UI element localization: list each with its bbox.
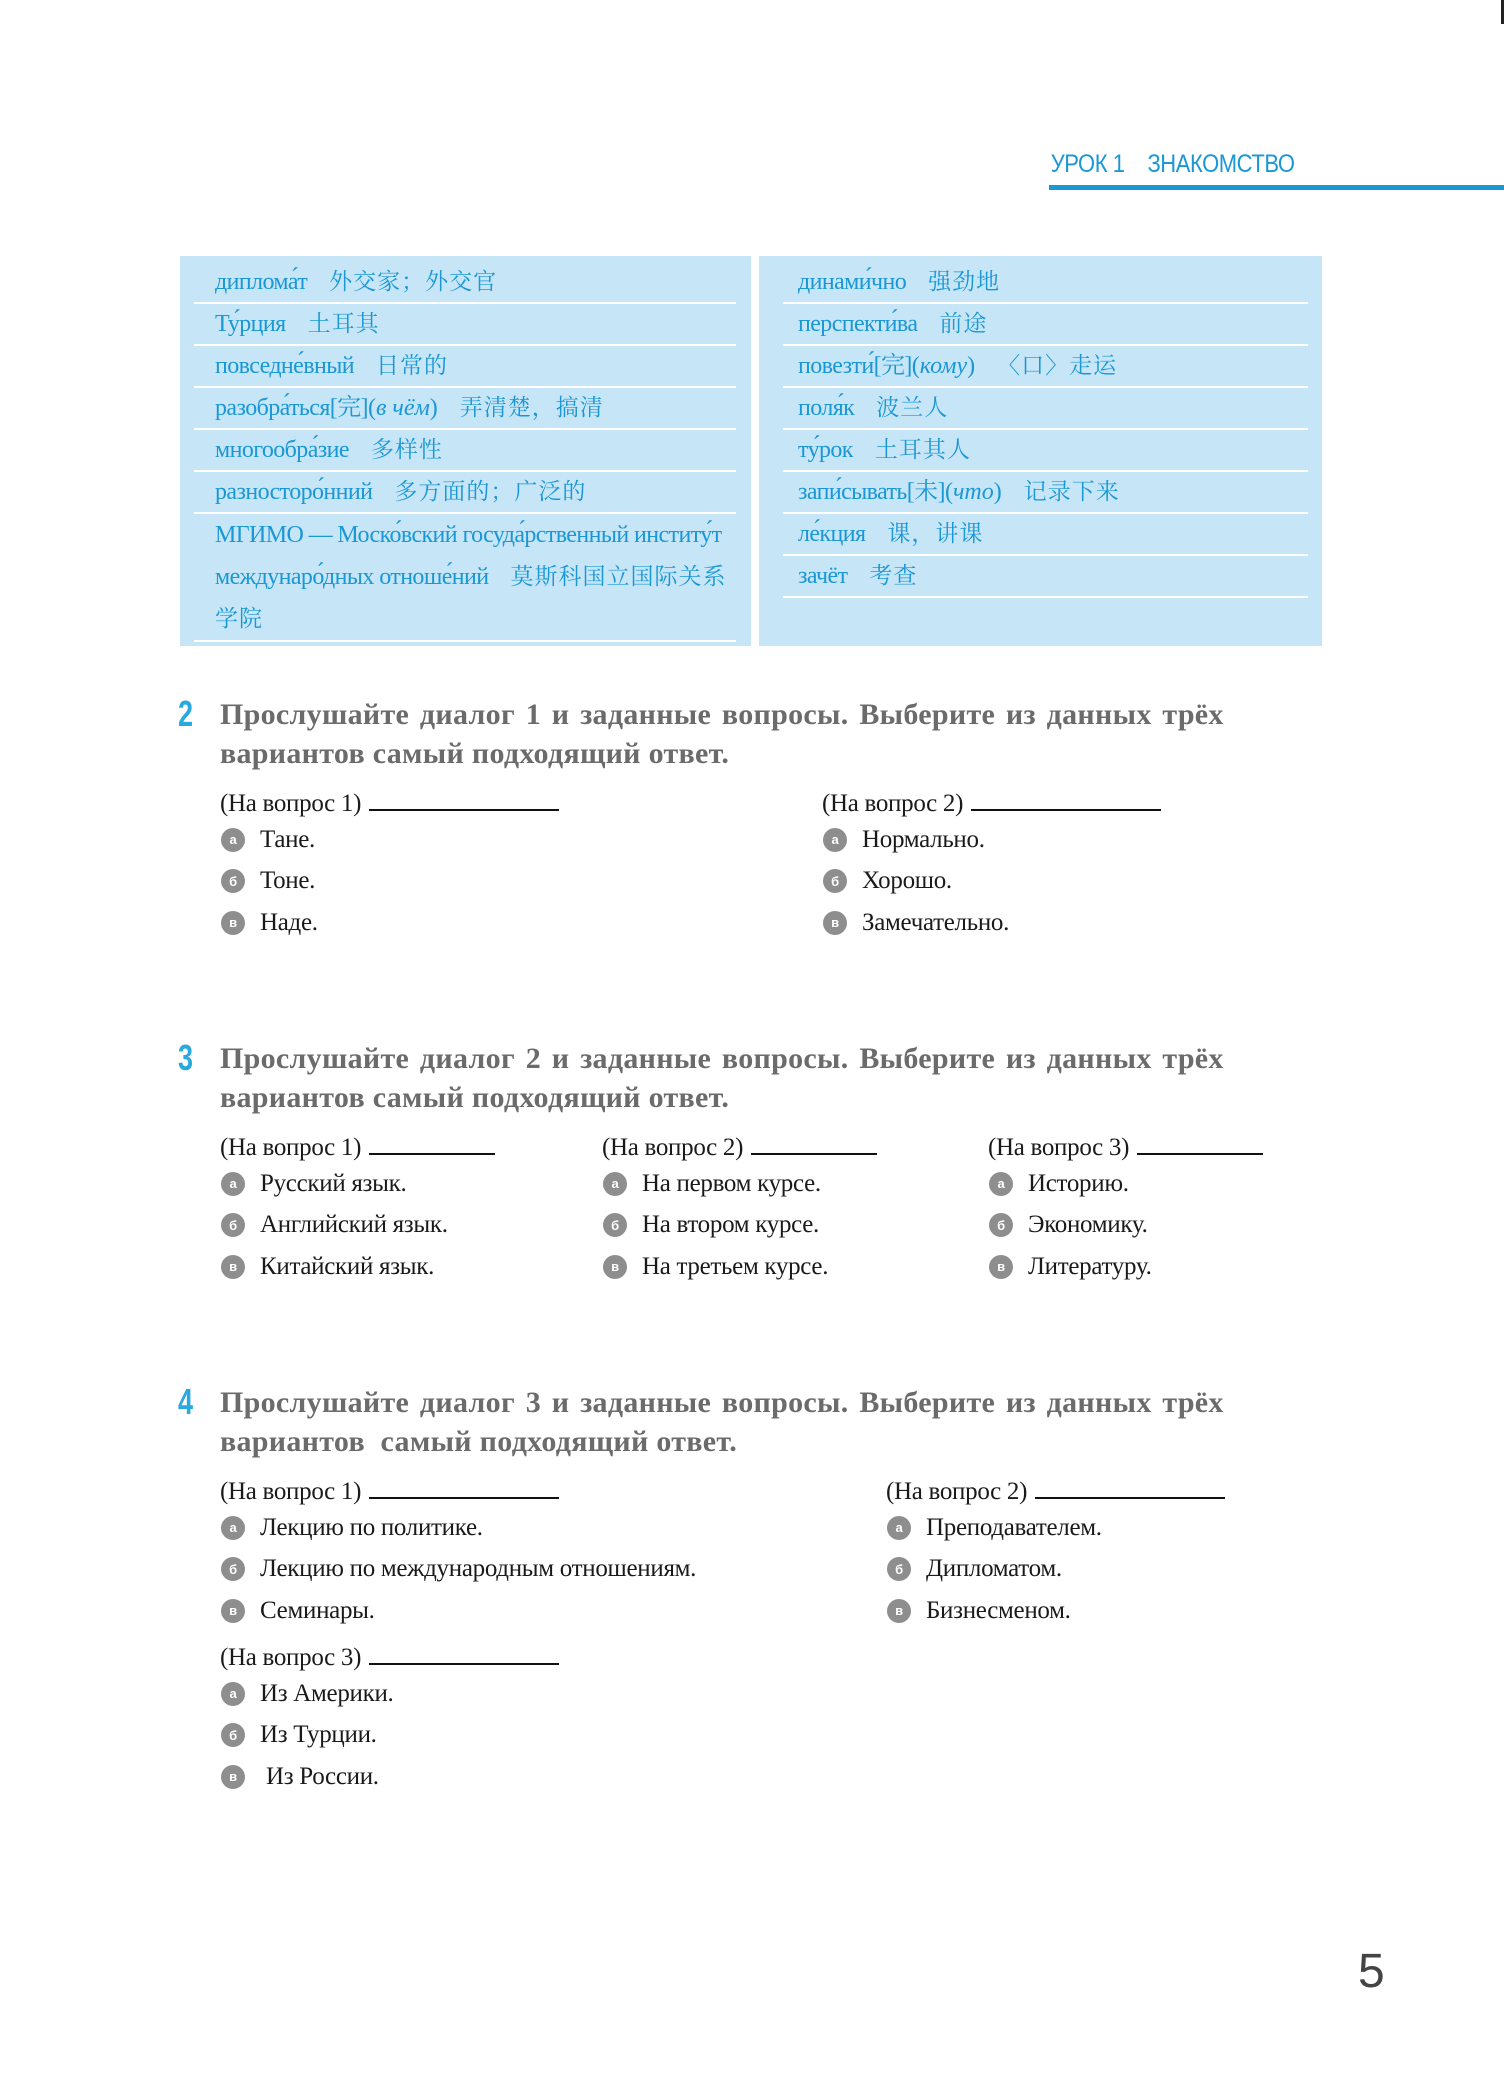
vocab-translation: 弄清楚，搞清	[459, 395, 604, 421]
page-number: 5	[1358, 1945, 1385, 1998]
exercise-4	[178, 1383, 1328, 1803]
option-text: Историю.	[1028, 1169, 1129, 1197]
lesson-label: УРОК 1	[1050, 150, 1125, 178]
vocab-aspect-tag: [完]	[329, 395, 368, 421]
instruction-line: вариантов самый подходящий ответ.	[220, 1425, 738, 1458]
vocab-word: многообра́зие	[215, 437, 349, 463]
vocab-entry: разобра́ться[完](в чём) 弄清楚，搞清	[194, 388, 736, 430]
option-b[interactable]	[220, 1715, 559, 1757]
question-label: (На вопрос 2)	[886, 1478, 1028, 1505]
vocab-entry	[783, 514, 1308, 556]
exercise-3	[178, 1039, 1328, 1299]
answer-blank[interactable]	[369, 1643, 559, 1665]
option-marker-icon: б	[221, 1557, 245, 1581]
vocab-translation: 〈口〉走运	[997, 353, 1118, 379]
option-marker-icon: б	[603, 1213, 627, 1237]
question-2	[822, 789, 1161, 944]
vocabulary-box	[180, 256, 1322, 646]
question-3	[220, 1643, 559, 1798]
lesson-topic: ЗНАКОМСТВО	[1147, 150, 1295, 178]
option-a[interactable]	[220, 819, 559, 861]
instruction-line: вариантов самый подходящий ответ.	[220, 1081, 730, 1114]
option-b[interactable]	[886, 1549, 1225, 1591]
exercise-instruction	[220, 695, 1320, 773]
option-text: Английский язык.	[260, 1211, 448, 1239]
vocab-word: разобра́ться	[215, 395, 330, 421]
option-marker-icon: а	[221, 1516, 245, 1540]
option-marker-icon: а	[887, 1516, 911, 1540]
exercise-number: 4	[178, 1381, 194, 1422]
option-marker-icon: б	[221, 1723, 245, 1747]
vocab-government: что	[952, 479, 994, 505]
vocab-translation: 日常的	[375, 353, 448, 379]
vocab-word: разносторо́нний	[215, 479, 373, 505]
question-label: (На вопрос 3)	[988, 1134, 1130, 1161]
option-a[interactable]	[220, 1507, 696, 1549]
vocab-translation: 土耳其人	[874, 437, 971, 463]
question-2	[886, 1477, 1225, 1632]
vocab-aspect-tag: [完]	[873, 353, 912, 379]
option-a[interactable]	[220, 1673, 559, 1715]
option-text: Русский язык.	[260, 1169, 407, 1197]
option-c[interactable]	[220, 1756, 559, 1798]
vocab-translation: 莫斯科国立国际关系学院	[215, 564, 727, 632]
question-1	[220, 1477, 696, 1632]
vocab-translation: 考查	[869, 563, 918, 589]
option-text: Тане.	[260, 825, 315, 853]
option-marker-icon: б	[221, 869, 245, 893]
vocab-entry	[194, 346, 736, 388]
option-b[interactable]	[220, 861, 559, 903]
exercise-number: 3	[178, 1037, 194, 1078]
option-c[interactable]	[602, 1246, 877, 1288]
vocab-translation: 课，讲课	[887, 521, 984, 547]
option-text: На третьем курсе.	[642, 1252, 829, 1280]
vocab-translation: 强劲地	[928, 269, 1001, 295]
exercise-instruction	[220, 1039, 1320, 1117]
option-marker-icon: в	[221, 1765, 245, 1789]
vocab-translation: 前途	[939, 311, 988, 337]
vocab-translation: 外交家；外交官	[329, 269, 498, 295]
vocab-entry	[783, 430, 1308, 472]
question-label: (На вопрос 1)	[220, 1478, 362, 1505]
option-marker-icon: в	[221, 1255, 245, 1279]
option-text: Нормально.	[862, 825, 985, 853]
vocab-government: кому	[919, 353, 968, 379]
question-2	[602, 1133, 877, 1288]
option-b[interactable]	[220, 1549, 696, 1591]
option-marker-icon: а	[823, 828, 847, 852]
question-label: (На вопрос 1)	[220, 1134, 362, 1161]
answer-blank[interactable]	[751, 1133, 877, 1155]
option-marker-icon: в	[603, 1255, 627, 1279]
vocab-word: МГИМО — Моско́вский госуда́рственный институ́т междунаро́дных отноше́ний	[215, 522, 722, 590]
option-marker-icon: б	[823, 869, 847, 893]
vocab-word: динами́чно	[798, 269, 907, 295]
option-marker-icon: в	[887, 1599, 911, 1623]
question-label: (На вопрос 2)	[822, 790, 964, 817]
option-marker-icon: а	[221, 828, 245, 852]
vocab-entry	[783, 388, 1308, 430]
option-c[interactable]	[220, 1590, 696, 1632]
option-marker-icon: в	[221, 1599, 245, 1623]
option-text: Литературу.	[1028, 1252, 1152, 1280]
exercise-instruction	[220, 1383, 1320, 1461]
vocab-entry	[194, 514, 736, 642]
question-label: (На вопрос 2)	[602, 1134, 744, 1161]
vocab-word: диплома́т	[215, 269, 308, 295]
option-text: Наде.	[260, 908, 318, 936]
option-text: Преподавателем.	[926, 1513, 1102, 1541]
vocab-entry	[783, 304, 1308, 346]
instruction-line: вариантов самый подходящий ответ.	[220, 737, 730, 770]
option-c[interactable]	[220, 1246, 495, 1288]
option-marker-icon: а	[221, 1682, 245, 1706]
option-marker-icon: в	[221, 911, 245, 935]
option-text: Из Америки.	[260, 1679, 394, 1707]
header-rule	[1049, 185, 1504, 190]
option-b[interactable]	[602, 1205, 877, 1247]
option-b[interactable]	[822, 861, 1161, 903]
option-text: Дипломатом.	[926, 1555, 1062, 1583]
answer-blank[interactable]	[369, 1477, 559, 1499]
option-c[interactable]	[886, 1590, 1225, 1632]
vocab-translation: 波兰人	[876, 395, 949, 421]
option-text: Лекцию по политике.	[260, 1513, 483, 1541]
vocab-word: повезти́	[798, 353, 874, 379]
question-3	[988, 1133, 1263, 1288]
question-label: (На вопрос 3)	[220, 1644, 362, 1671]
option-text: Семинары.	[260, 1596, 375, 1624]
question-1	[220, 789, 559, 944]
option-text: На первом курсе.	[642, 1169, 821, 1197]
option-text: Тоне.	[260, 867, 316, 895]
vocab-entry: повезти́[完](кому) 〈口〉走运	[783, 346, 1308, 388]
option-marker-icon: в	[823, 911, 847, 935]
vocab-word: запи́сывать	[798, 479, 907, 505]
answer-blank[interactable]	[369, 1133, 495, 1155]
question-label: (На вопрос 1)	[220, 790, 362, 817]
vocab-word: поля́к	[798, 395, 855, 421]
vocab-entry	[194, 472, 736, 514]
vocab-word: перспекти́ва	[798, 311, 918, 337]
vocab-word: повседне́вный	[215, 353, 354, 379]
answer-blank[interactable]	[971, 789, 1161, 811]
answer-blank[interactable]	[1035, 1477, 1225, 1499]
option-c[interactable]	[822, 902, 1161, 944]
option-text: Замечательно.	[862, 908, 1010, 936]
option-text: На втором курсе.	[642, 1211, 820, 1239]
option-marker-icon: б	[989, 1213, 1013, 1237]
option-b[interactable]	[220, 1205, 495, 1247]
vocab-word: зачёт	[798, 563, 848, 589]
option-marker-icon: в	[989, 1255, 1013, 1279]
option-text: Бизнесменом.	[926, 1596, 1071, 1624]
vocab-translation: 多样性	[370, 437, 443, 463]
vocab-entry	[194, 304, 736, 346]
option-a[interactable]	[988, 1163, 1263, 1205]
option-c[interactable]	[988, 1246, 1263, 1288]
option-marker-icon: б	[221, 1213, 245, 1237]
exercise-number: 2	[178, 693, 194, 734]
answer-blank[interactable]	[1137, 1133, 1263, 1155]
vocab-government: в чём	[375, 395, 430, 421]
option-text: Лекцию по международным отношениям.	[260, 1555, 697, 1583]
instruction-line: Прослушайте диалог 2 и заданные вопросы. Выберите из данных трёх	[220, 1042, 1224, 1075]
vocab-translation: 记录下来	[1023, 479, 1120, 505]
vocab-entry	[194, 262, 736, 304]
option-c[interactable]	[220, 902, 559, 944]
option-marker-icon: а	[603, 1172, 627, 1196]
vocab-translation: 多方面的；广泛的	[394, 479, 587, 505]
option-a[interactable]	[886, 1507, 1225, 1549]
vocab-word: Ту́рция	[215, 311, 286, 337]
option-marker-icon: а	[221, 1172, 245, 1196]
option-b[interactable]	[988, 1205, 1263, 1247]
answer-blank[interactable]	[369, 789, 559, 811]
option-text: Китайский язык.	[260, 1252, 435, 1280]
vocab-entry	[783, 262, 1308, 304]
vocab-entry	[783, 556, 1308, 598]
option-marker-icon: а	[989, 1172, 1013, 1196]
vocab-word: ле́кция	[798, 521, 866, 547]
option-a[interactable]	[602, 1163, 877, 1205]
vocabulary-panel-left	[180, 256, 751, 646]
option-a[interactable]	[220, 1163, 495, 1205]
vocab-translation: 土耳其	[307, 311, 380, 337]
option-text: Из Турции.	[260, 1721, 377, 1749]
vocab-entry: запи́сывать[未](что) 记录下来	[783, 472, 1308, 514]
option-text: Экономику.	[1028, 1211, 1148, 1239]
option-text: Хорошо.	[862, 867, 952, 895]
running-head	[1049, 150, 1504, 190]
vocab-aspect-tag: [未]	[906, 479, 945, 505]
question-1	[220, 1133, 495, 1288]
option-a[interactable]	[822, 819, 1161, 861]
vocabulary-panel-right	[759, 256, 1322, 646]
instruction-line: Прослушайте диалог 3 и заданные вопросы. Выберите из данных трёх	[220, 1386, 1224, 1419]
exercise-2	[178, 695, 1328, 955]
option-text: Из России.	[260, 1762, 379, 1790]
instruction-line: Прослушайте диалог 1 и заданные вопросы. Выберите из данных трёх	[220, 698, 1224, 731]
vocab-word: ту́рок	[798, 437, 853, 463]
vocab-entry	[194, 430, 736, 472]
option-marker-icon: б	[887, 1557, 911, 1581]
